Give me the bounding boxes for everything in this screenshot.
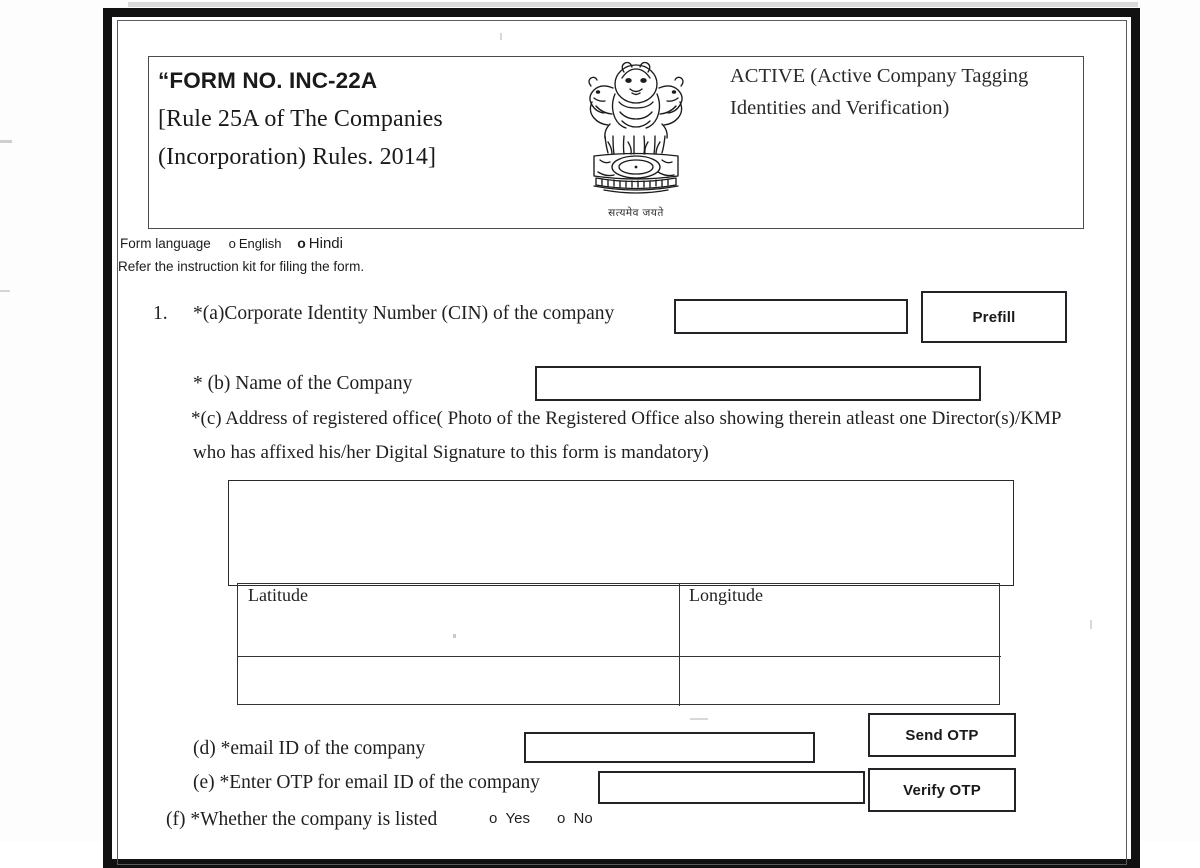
- india-state-emblem: [566, 58, 706, 230]
- scan-artifact-mark: [690, 718, 708, 720]
- send-otp-button[interactable]: Send OTP: [868, 713, 1016, 757]
- latitude-input-secondary[interactable]: [239, 657, 677, 703]
- form-language-label: Form language: [120, 236, 211, 251]
- email-input[interactable]: [524, 732, 815, 763]
- radio-language-english[interactable]: [229, 236, 282, 251]
- company-name-input[interactable]: [535, 366, 981, 401]
- form-title-line-2: [Rule 25A of The Companies: [158, 106, 443, 132]
- latitude-input[interactable]: [239, 600, 677, 653]
- radio-circle-icon: o: [489, 810, 498, 827]
- otp-input[interactable]: [598, 771, 865, 804]
- radio-circle-icon: o: [297, 235, 306, 251]
- longitude-input[interactable]: [681, 600, 999, 653]
- form-title-line-1: “FORM NO. INC-22A: [158, 68, 378, 93]
- registered-office-label-line1: *(c) Address of registered office( Photo of the Registered Office also showing therein atleast one Director(s)/KMP: [191, 408, 1062, 429]
- latitude-header: Latitude: [248, 585, 308, 605]
- scan-artifact-mark: [1090, 620, 1092, 629]
- radio-listed-no[interactable]: [557, 810, 593, 827]
- instruction-kit-text: Refer the instruction kit for filing the form.: [118, 259, 365, 274]
- active-title-line-1: ACTIVE (Active Company Tagging: [730, 65, 1029, 87]
- radio-listed-no-label: No: [573, 810, 593, 827]
- email-label: (d) *email ID of the company: [193, 738, 426, 759]
- radio-language-hindi-label: Hindi: [308, 235, 343, 252]
- radio-listed-yes[interactable]: [489, 810, 530, 827]
- form-language-row: [120, 235, 355, 252]
- emblem-motto-text: सत्यमेव जयते: [608, 207, 664, 219]
- otp-label: (e) *Enter OTP for email ID of the company: [193, 772, 540, 793]
- radio-circle-icon: o: [228, 236, 236, 251]
- scan-artifact-mark: [500, 33, 502, 40]
- cin-label: *(a)Corporate Identity Number (CIN) of the company: [193, 303, 615, 324]
- radio-language-hindi[interactable]: [297, 235, 343, 252]
- form-title-block: [158, 62, 548, 176]
- registered-office-address-input[interactable]: [228, 480, 1014, 586]
- registered-office-label-line2: who has affixed his/her Digital Signature to this form is mandatory): [193, 442, 709, 463]
- prefill-button[interactable]: Prefill: [921, 291, 1067, 343]
- cin-input[interactable]: [674, 299, 908, 334]
- active-title-block: [730, 60, 1075, 124]
- longitude-header: Longitude: [689, 585, 763, 605]
- radio-listed-yes-label: Yes: [505, 810, 530, 827]
- company-name-label: * (b) Name of the Company: [193, 373, 413, 394]
- item-number: 1.: [153, 303, 168, 324]
- verify-otp-button[interactable]: Verify OTP: [868, 768, 1016, 812]
- longitude-input-secondary[interactable]: [681, 657, 999, 703]
- active-title-line-2: Identities and Verification): [730, 97, 950, 119]
- listed-label: (f) *Whether the company is listed: [166, 809, 438, 830]
- radio-circle-icon: o: [557, 810, 566, 827]
- radio-language-english-label: English: [238, 236, 282, 251]
- form-title-line-3: (Incorporation) Rules. 2014]: [158, 144, 437, 170]
